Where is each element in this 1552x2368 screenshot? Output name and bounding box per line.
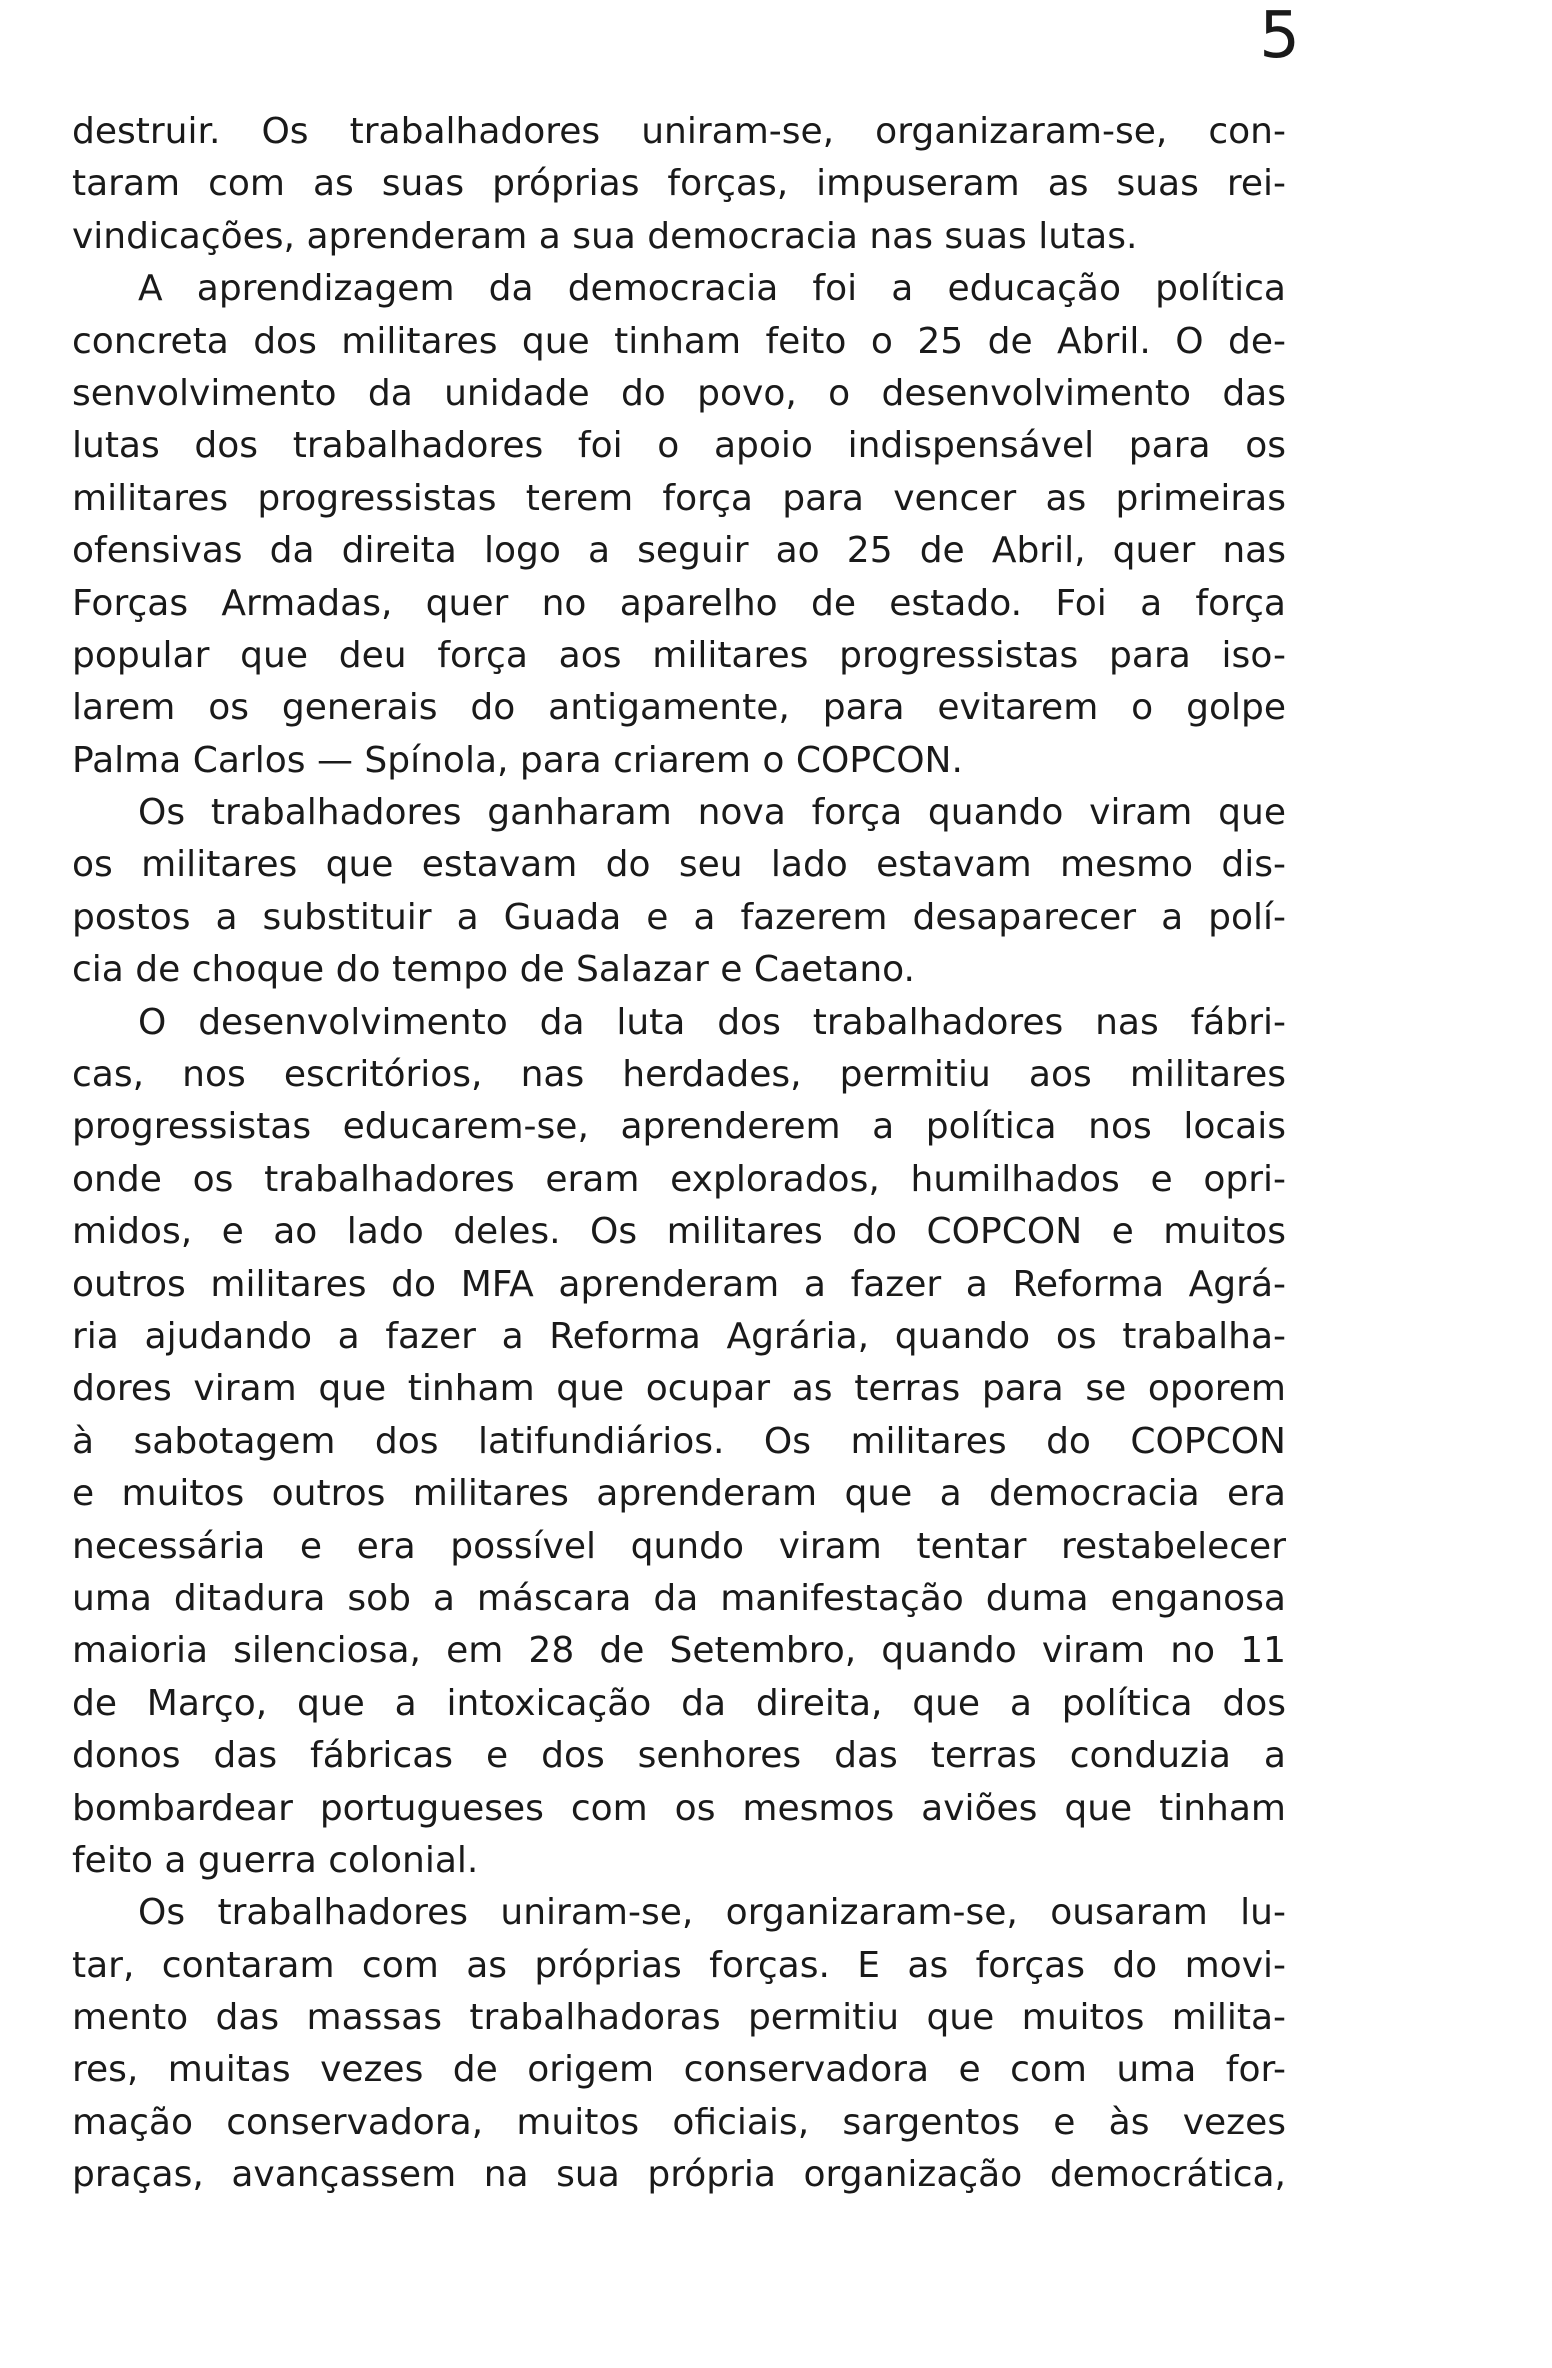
text-line: progressistas educarem-se, aprenderem a política nos locais — [72, 1106, 1286, 1148]
text-line: Forças Armadas, quer no aparelho de estado. Foi a força — [72, 582, 1286, 624]
text-line: mação conservadora, muitos oficiais, sargentos e às vezes — [72, 2101, 1286, 2143]
text-line: cia de choque do tempo de Salazar e Caetano. — [72, 949, 915, 991]
text-line: res, muitas vezes de origem conservadora e com uma for- — [72, 2049, 1286, 2091]
text-line: destruir. Os trabalhadores uniram-se, organizaram-se, con- — [72, 111, 1286, 152]
text-line: donos das fábricas e dos senhores das terras conduzia a — [72, 1735, 1286, 1777]
text-line: os militares que estavam do seu lado estavam mesmo dis- — [72, 844, 1286, 886]
text-line: lutas dos trabalhadores foi o apoio indispensável para os — [72, 425, 1286, 467]
text-line: Palma Carlos — Spínola, para criarem o COPCON. — [72, 739, 963, 781]
text-line: outros militares do MFA aprenderam a fazer a Reforma Agrá- — [72, 1263, 1286, 1305]
text-line: feito a guerra colonial. — [72, 1839, 479, 1881]
text-line: militares progressistas terem força para vencer as primeiras — [72, 477, 1286, 519]
text-line: Os trabalhadores uniram-se, organizaram-se, ousaram lu- — [138, 1892, 1286, 1934]
text-line: uma ditadura sob a máscara da manifestação duma enganosa — [72, 1577, 1286, 1619]
text-line: bombardear portugueses com os mesmos aviões que tinham — [72, 1787, 1286, 1829]
text-line: onde os trabalhadores eram explorados, humilhados e opri- — [72, 1158, 1286, 1200]
text-line: ofensivas da direita logo a seguir ao 25 de Abril, quer nas — [72, 530, 1286, 572]
text-line: A aprendizagem da democracia foi a educação política — [138, 268, 1286, 310]
text-line: à sabotagem dos latifundiários. Os militares do COPCON — [72, 1420, 1286, 1462]
text-line: ria ajudando a fazer a Reforma Agrária, quando os trabalha- — [72, 1315, 1286, 1357]
text-line: larem os generais do antigamente, para evitarem o golpe — [72, 687, 1286, 729]
text-line: senvolvimento da unidade do povo, o desenvolvimento das — [72, 372, 1286, 414]
page-body — [72, 106, 1286, 2202]
page-number: 5 — [1259, 0, 1300, 73]
text-line: Os trabalhadores ganharam nova força quando viram que — [138, 792, 1286, 834]
text-line: necessária e era possível qundo viram tentar restabelecer — [72, 1525, 1286, 1567]
text-line: cas, nos escritórios, nas herdades, permitiu aos militares — [72, 1054, 1286, 1096]
text-line: popular que deu força aos militares progressistas para iso- — [72, 634, 1286, 676]
paragraph — [72, 1887, 1286, 2201]
text-line: mento das massas trabalhadoras permitiu que muitos milita- — [72, 1997, 1286, 2039]
text-line: de Março, que a intoxicação da direita, que a política dos — [72, 1682, 1286, 1724]
text-line: maioria silenciosa, em 28 de Setembro, quando viram no 11 — [72, 1630, 1286, 1672]
text-line: e muitos outros militares aprenderam que a democracia era — [72, 1473, 1286, 1515]
paragraph — [72, 787, 1286, 997]
text-line: dores viram que tinham que ocupar as terras para se oporem — [72, 1368, 1286, 1410]
text-line: O desenvolvimento da luta dos trabalhadores nas fábri- — [138, 1001, 1286, 1043]
text-line: vindicações, aprenderam a sua democracia nas suas lutas. — [72, 215, 1138, 257]
paragraph — [72, 997, 1286, 1888]
paragraph — [72, 106, 1286, 263]
text-line: praças, avançassem na sua própria organização democrática, — [72, 2154, 1286, 2196]
text-line: postos a substituir a Guada e a fazerem desaparecer a polí- — [72, 896, 1286, 938]
text-line: concreta dos militares que tinham feito o 25 de Abril. O de- — [72, 320, 1286, 362]
text-line: taram com as suas próprias forças, impuseram as suas rei- — [72, 163, 1286, 205]
paragraph — [72, 263, 1286, 787]
text-line: midos, e ao lado deles. Os militares do COPCON e muitos — [72, 1211, 1286, 1253]
text-line: tar, contaram com as próprias forças. E as forças do movi- — [72, 1944, 1286, 1986]
